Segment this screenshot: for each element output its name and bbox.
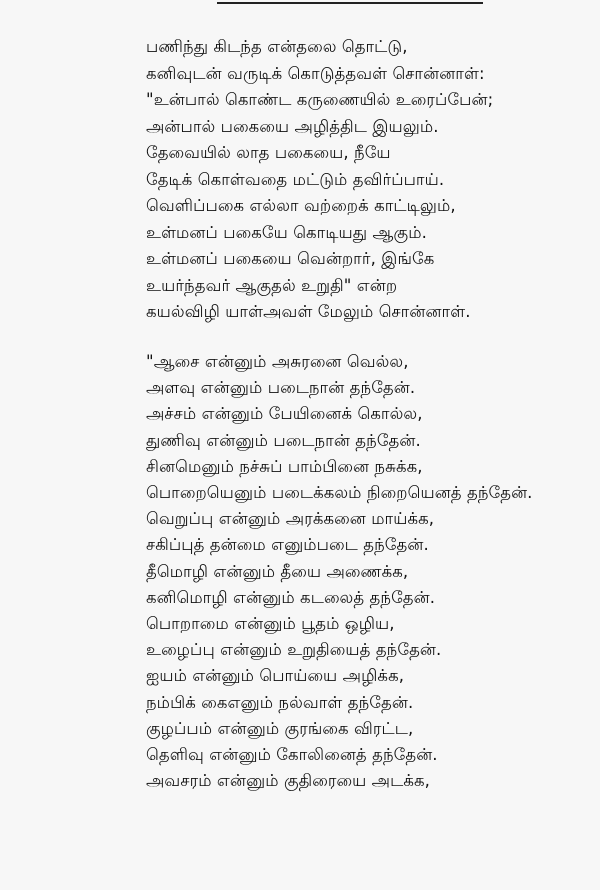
stanza-2 xyxy=(146,349,533,794)
verse-line: தெளிவு என்னும் கோலினைத் தந்தேன். xyxy=(146,745,438,765)
verse-line: பணிந்து கிடந்த என்தலை தொட்டு, xyxy=(146,37,408,56)
verse-line: நம்பிக் கைஎனும் நல்வாள் தந்தேன். xyxy=(146,692,414,712)
verse-line: துணிவு என்னும் படைநான் தந்தேன். xyxy=(146,430,421,450)
verse-line: தீமொழி என்னும் தீயை அணைக்க, xyxy=(146,561,409,581)
verse-line: கனிவுடன் வருடிக் கொடுத்தவள் சொன்னாள்: xyxy=(146,63,485,83)
verse-line: வெளிப்பகை எல்லா வற்றைக் காட்டிலும், xyxy=(146,196,456,215)
verse-line: சகிப்புத் தன்மை எனும்படை தந்தேன். xyxy=(146,535,429,555)
verse-line: ஐயம் என்னும் பொய்யை அழிக்க, xyxy=(146,666,405,686)
verse-line: சினமெனும் நச்சுப் பாம்பினை நசுக்க, xyxy=(146,456,423,476)
verse-line: "ஆசை என்னும் அசுரனை வெல்ல, xyxy=(146,352,409,371)
verse-line: கயல்விழி யாள்அவள் மேலும் சொன்னாள். xyxy=(146,302,471,321)
verse-line: அவசரம் என்னும் குதிரையை அடக்க, xyxy=(146,771,431,791)
verse-line: வெறுப்பு என்னும் அரக்கனை மாய்க்க, xyxy=(146,509,435,529)
stanza-1 xyxy=(146,34,493,326)
verse-line: அன்பால் பகையை அழித்திட இயலும். xyxy=(146,116,439,136)
verse-line: கனிமொழி என்னும் கடலைத் தந்தேன். xyxy=(146,587,436,607)
top-rule xyxy=(217,2,483,4)
verse-line: உள்மனப் பகையே கொடியது ஆகும். xyxy=(146,222,427,242)
verse-line: தேவையில் லாத பகையை, நீயே xyxy=(146,143,391,162)
verse-line: பொறாமை என்னும் பூதம் ஒழிய, xyxy=(146,614,395,634)
verse-line: அச்சம் என்னும் பேயினைக் கொல்ல, xyxy=(146,404,423,424)
verse-line: குழப்பம் என்னும் குரங்கை விரட்ட, xyxy=(146,718,414,738)
verse-line: உள்மனப் பகையை வென்றார், இங்கே xyxy=(146,249,435,268)
verse-line: உயர்ந்தவர் ஆகுதல் உறுதி" என்ற xyxy=(146,275,398,295)
verse-line: தேடிக் கொள்வதை மட்டும் தவிர்ப்பாய். xyxy=(146,169,445,189)
verse-line: அளவு என்னும் படைநான் தந்தேன். xyxy=(146,378,416,398)
verse-line: உழைப்பு என்னும் உறுதியைத் தந்தேன். xyxy=(146,640,442,660)
verse-line: பொறையெனும் படைக்கலம் நிறையெனத் தந்தேன். xyxy=(146,483,533,503)
verse-line: "உன்பால் கொண்ட கருணையில் உரைப்பேன்; xyxy=(146,90,494,109)
